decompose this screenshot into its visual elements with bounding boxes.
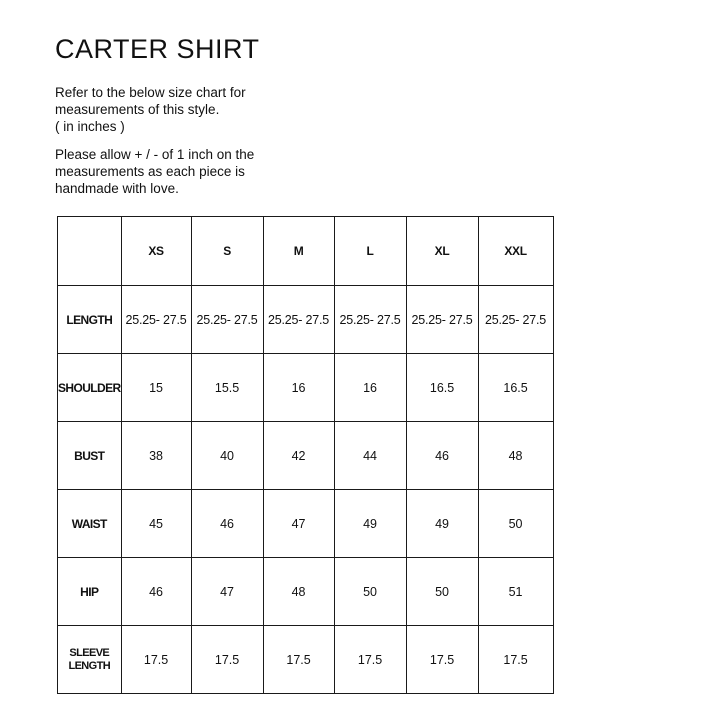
size-header-l: L xyxy=(334,217,406,286)
table-cell: 16 xyxy=(334,354,406,422)
table-cell: 16.5 xyxy=(406,354,478,422)
allowance-line: measurements as each piece is xyxy=(55,164,245,179)
table-cell: 17.5 xyxy=(121,626,191,694)
table-cell: 46 xyxy=(191,490,263,558)
allowance-line: handmade with love. xyxy=(55,181,179,196)
table-cell: 47 xyxy=(263,490,334,558)
table-cell: 44 xyxy=(334,422,406,490)
table-cell: 17.5 xyxy=(406,626,478,694)
table-cell: 47 xyxy=(191,558,263,626)
row-label-length: LENGTH xyxy=(58,286,122,354)
row-label-shoulder: SHOULDER xyxy=(58,354,122,422)
intro-units: ( in inches ) xyxy=(55,119,125,134)
table-row-bust xyxy=(58,422,554,490)
allowance-line: Please allow + / - of 1 inch on the xyxy=(55,147,255,162)
row-label-sleeve-length: SLEEVE LENGTH xyxy=(58,626,122,694)
table-cell: 25.25- 27.5 xyxy=(334,286,406,354)
table-cell: 17.5 xyxy=(334,626,406,694)
table-row-shoulder xyxy=(58,354,554,422)
allowance-note xyxy=(55,146,315,197)
table-row-waist xyxy=(58,490,554,558)
table-cell: 15.5 xyxy=(191,354,263,422)
table-cell: 25.25- 27.5 xyxy=(478,286,553,354)
table-cell: 25.25- 27.5 xyxy=(191,286,263,354)
table-cell: 17.5 xyxy=(263,626,334,694)
row-label-hip: HIP xyxy=(58,558,122,626)
table-cell: 40 xyxy=(191,422,263,490)
table-row-sleeve-length xyxy=(58,626,554,694)
table-cell: 42 xyxy=(263,422,334,490)
size-header-m: M xyxy=(263,217,334,286)
table-cell: 16 xyxy=(263,354,334,422)
size-header-xxl: XXL xyxy=(478,217,553,286)
corner-cell xyxy=(58,217,122,286)
table-cell: 48 xyxy=(263,558,334,626)
page-title: CARTER SHIRT xyxy=(55,34,260,64)
table-cell: 50 xyxy=(334,558,406,626)
table-cell: 17.5 xyxy=(191,626,263,694)
table-cell: 25.25- 27.5 xyxy=(263,286,334,354)
table-cell: 17.5 xyxy=(478,626,553,694)
size-chart-table xyxy=(57,216,554,694)
table-cell: 46 xyxy=(406,422,478,490)
table-cell: 50 xyxy=(478,490,553,558)
table-cell: 38 xyxy=(121,422,191,490)
table-cell: 45 xyxy=(121,490,191,558)
table-cell: 49 xyxy=(334,490,406,558)
table-cell: 50 xyxy=(406,558,478,626)
table-cell: 25.25- 27.5 xyxy=(406,286,478,354)
intro-line: measurements of this style. xyxy=(55,102,220,117)
size-header-xs: XS xyxy=(121,217,191,286)
size-chart-intro xyxy=(55,84,315,135)
row-label-waist: WAIST xyxy=(58,490,122,558)
size-header-row xyxy=(58,217,554,286)
table-cell: 49 xyxy=(406,490,478,558)
table-cell: 16.5 xyxy=(478,354,553,422)
size-header-xl: XL xyxy=(406,217,478,286)
size-header-s: S xyxy=(191,217,263,286)
table-cell: 48 xyxy=(478,422,553,490)
table-row-length xyxy=(58,286,554,354)
table-cell: 46 xyxy=(121,558,191,626)
table-cell: 25.25- 27.5 xyxy=(121,286,191,354)
intro-line: Refer to the below size chart for xyxy=(55,85,246,100)
table-row-hip xyxy=(58,558,554,626)
table-cell: 15 xyxy=(121,354,191,422)
table-cell: 51 xyxy=(478,558,553,626)
row-label-bust: BUST xyxy=(58,422,122,490)
